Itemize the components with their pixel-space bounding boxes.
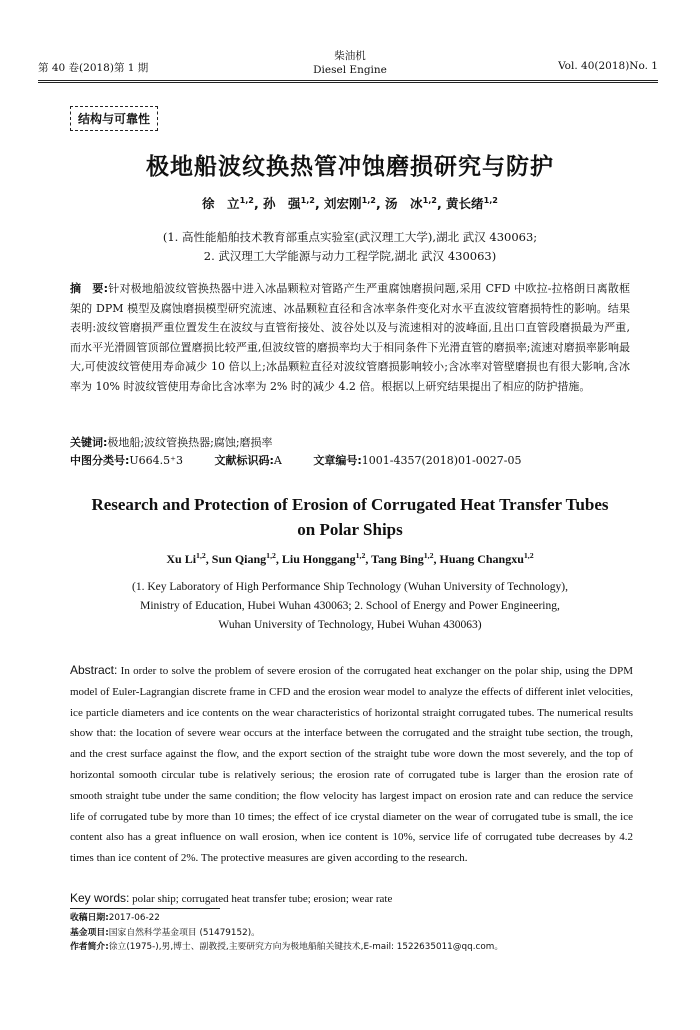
journal-name-en: Diesel Engine xyxy=(313,64,387,76)
title-en-line: on Polar Ships xyxy=(297,520,403,539)
footnote-funding: 基金项目:国家自然科学基金项目 (51479152)。 xyxy=(70,927,260,938)
author-zh: 汤 冰$^{1,2}$ xyxy=(385,194,437,211)
abstract-en xyxy=(70,660,633,869)
journal-issue-left: 第 40 卷(2018)第 1 期 xyxy=(38,62,149,74)
abstract-zh-text: 针对极地船波纹管换热器中进入冰晶颗粒对管路产生严重腐蚀磨损问题,采用 CFD 中欧拉-拉格朗日离散框架的 DPM 模型及腐蚀磨损模型研究流速、冰晶颗粒直径和含冰率条件变化对水平直波纹管磨损特性的影响。结果表明:波纹管磨损严重位置发生在波纹与直管衔接处、波谷处以及与流速相对的波峰面,且出口直管段磨损最为严重,而水平光滑圆管顶部位置磨损比较严重,但波纹管的磨损率均大于相同条件下光滑直管的磨损率;流速对磨损率影响最大,可使波纹管使用寿命减少 10 倍以上;冰晶颗粒直径对波纹管磨损影响较小;含冰率对管壁磨损也有很大影响,含冰率为 10% 时波纹管使用寿命比含冰率为 2% 时的减少 4.2 倍。根据以上研究结果提出了相应的防护措施。 xyxy=(70,282,630,393)
classification-line xyxy=(70,452,630,470)
keywords-en xyxy=(70,889,633,908)
keywords-en-label: Key words: xyxy=(70,891,130,905)
author-en: Xu Li$^{1,2}$ xyxy=(166,551,206,566)
author-en: Huang Changxu$^{1,2}$ xyxy=(439,551,534,566)
abstract-en-label: Abstract: xyxy=(70,663,118,677)
affiliation-line: Wuhan University of Technology, Hubei Wuhan 430063) xyxy=(218,619,482,631)
article-number: 1001-4357(2018)01-0027-05 xyxy=(361,454,522,467)
abstract-zh-label: 摘 要: xyxy=(70,282,109,295)
affiliations-en xyxy=(0,578,700,635)
affiliation-line: (1. Key Laboratory of High Performance Ship Technology (Wuhan University of Technology), xyxy=(132,581,568,593)
footnote-received: 收稿日期:2017-06-22 xyxy=(70,913,160,923)
clc-number: U664.5⁺3 xyxy=(129,454,183,467)
author-en: Tang Bing$^{1,2}$ xyxy=(371,551,434,566)
author-en: Liu Honggang$^{1,2}$ xyxy=(281,551,366,566)
authors-zh: 徐 立$^{1,2}$, 孙 强$^{1,2}$, 刘宏刚$^{1,2}$, 汤 冰$^{1,2}$, 黄长绪$^{1,2}$ xyxy=(202,194,498,211)
author-zh: 黄长绪$^{1,2}$ xyxy=(446,194,498,211)
author-zh: 刘宏刚$^{1,2}$ xyxy=(324,194,376,211)
author-zh: 徐 立$^{1,2}$ xyxy=(202,194,254,211)
abstract-en-text: In order to solve the problem of severe erosion of the corrugated heat exchanger on the polar ship, using the DPM model of Euler-Lagrangian discrete frame in CFD and the erosion wear model to analyze the effects of different inlet velocities, ice particle diameters and ice contents on the wear characteristics of horizontal straight corrugated tubes. The numerical results show that: the location of severe wear occurs at the interface between the corrugated and the straight tube section, the trough, and the crest surface against the flow, and the export section of the straight tube wore down the most severely, and the top of horizontal somooth circular tube is relatively serious; the erosion rate of corrugated tube is larger than the erosion rate of smooth straight tube under the same condition; the flow velocity has largest impact on erosion rate and can reduce the service life of corrugated tube by more than 10 times; the effect of ice crystal diameter on the wear of corrugated tube is small, the ice content also has a great influence on wall erosion, when ice content is 10%, service life of corrugated tube decreases by 4.2 times than ice content of 2%. The protective measures are given according to the research. xyxy=(70,665,633,865)
affiliation-line: 2. 武汉理工大学能源与动力工程学院,湖北 武汉 430063) xyxy=(203,249,497,263)
authors-en: Xu Li$^{1,2}$, Sun Qiang$^{1,2}$, Liu Honggang$^{1,2}$, Tang Bing$^{1,2}$, Huang Changxu$^{1,2}$ xyxy=(166,551,534,566)
clc-label: 中图分类号: xyxy=(70,454,130,467)
footnotes xyxy=(70,911,640,955)
abstract-zh xyxy=(70,279,630,397)
article-number-label: 文章编号: xyxy=(313,454,362,467)
section-badge: 结构与可靠性 xyxy=(70,106,158,131)
keywords-zh xyxy=(70,434,630,452)
title-zh: 极地船波纹换热管冲蚀磨损研究与防护 xyxy=(146,154,554,180)
doc-code-label: 文献标识码: xyxy=(214,454,274,467)
keywords-en-text: polar ship; corrugated heat transfer tube; erosion; wear rate xyxy=(132,893,393,905)
author-zh: 孙 强$^{1,2}$ xyxy=(263,194,315,211)
title-en xyxy=(0,492,700,542)
affiliation-line: Ministry of Education, Hubei Wuhan 430063; 2. School of Energy and Power Engineering, xyxy=(140,600,560,612)
affiliation-line: (1. 高性能船舶技术教育部重点实验室(武汉理工大学),湖北 武汉 430063; xyxy=(162,230,538,244)
doc-code: A xyxy=(273,454,282,467)
footnote-author-bio: 作者简介:徐立(1975-),男,博士、副教授,主要研究方向为极地船舶关键技术,E-mail: 1522635011@qq.com。 xyxy=(70,942,504,952)
journal-name-zh: 柴油机 xyxy=(334,50,366,62)
title-en-line: Research and Protection of Erosion of Corrugated Heat Transfer Tubes xyxy=(91,495,609,514)
journal-issue-right: Vol. 40(2018)No. 1 xyxy=(558,60,658,72)
author-en: Sun Qiang$^{1,2}$ xyxy=(211,551,276,566)
header-rule-thin xyxy=(38,82,658,83)
footnote-rule xyxy=(70,908,220,909)
header-rule xyxy=(38,80,658,81)
keywords-zh-label: 关键词: xyxy=(70,436,108,449)
affiliations-zh xyxy=(0,228,700,266)
keywords-zh-text: 极地船;波纹管换热器;腐蚀;磨损率 xyxy=(107,436,273,449)
